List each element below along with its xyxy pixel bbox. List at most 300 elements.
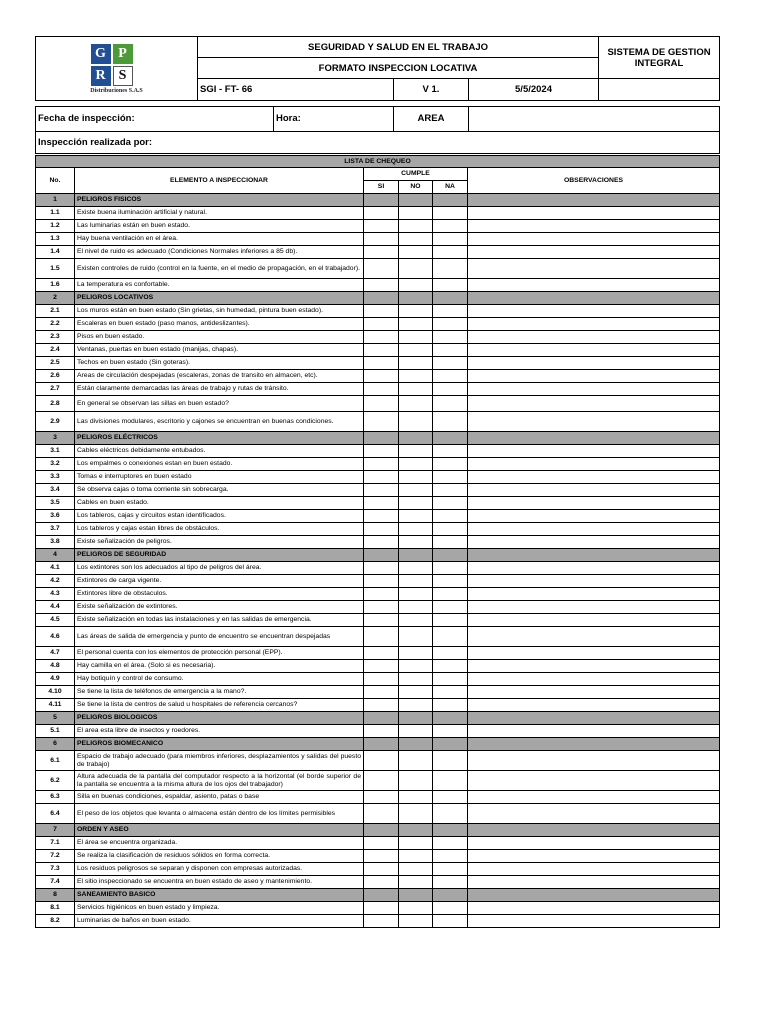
observations-cell[interactable] [468, 588, 720, 601]
cumple-no-cell [399, 432, 433, 445]
checklist-item-row [36, 279, 720, 292]
col-header-si: SI [364, 181, 399, 194]
cumple-si-cell[interactable] [364, 614, 399, 627]
cumple-si-cell[interactable] [364, 305, 399, 318]
observations-cell[interactable] [468, 673, 720, 686]
form-header [35, 36, 720, 101]
observations-cell[interactable] [468, 601, 720, 614]
cumple-si-cell[interactable] [364, 331, 399, 344]
cumple-si-cell [364, 432, 399, 445]
cumple-si-cell[interactable] [364, 725, 399, 738]
cumple-na-cell[interactable] [433, 536, 468, 549]
cumple-no-cell[interactable] [399, 536, 433, 549]
item-description: Silla en buenas condiciones, espaldar, asiento, patas o base [75, 791, 364, 804]
cumple-na-cell[interactable] [433, 510, 468, 523]
observations-cell[interactable] [468, 915, 720, 928]
cumple-si-cell[interactable] [364, 357, 399, 370]
cumple-no-cell[interactable] [399, 850, 433, 863]
cumple-na-cell[interactable] [433, 601, 468, 614]
cumple-si-cell[interactable] [364, 523, 399, 536]
cumple-si-cell[interactable] [364, 660, 399, 673]
cumple-no-cell[interactable] [399, 246, 433, 259]
col-header-element: ELEMENTO A INSPECCIONAR [75, 168, 364, 194]
cumple-si-cell[interactable] [364, 484, 399, 497]
section-title: PELIGROS LOCATIVOS [75, 292, 364, 305]
cumple-no-cell[interactable] [399, 279, 433, 292]
cumple-na-cell[interactable] [433, 497, 468, 510]
item-number: 7.4 [36, 876, 75, 889]
col-header-na: NA [433, 181, 468, 194]
cumple-na-cell [433, 824, 468, 837]
header-title-format: FORMATO INSPECCION LOCATIVA [198, 58, 599, 79]
logo-letter-r: R [91, 66, 111, 86]
item-description: El personal cuenta con los elementos de protección personal (EPP). [75, 647, 364, 660]
col-header-observations: OBSERVACIONES [468, 168, 720, 194]
cumple-na-cell [433, 432, 468, 445]
observations-cell[interactable] [468, 804, 720, 824]
item-number: 1.4 [36, 246, 75, 259]
cumple-si-cell[interactable] [364, 412, 399, 432]
observations-cell [468, 824, 720, 837]
cumple-na-cell[interactable] [433, 791, 468, 804]
cumple-na-cell[interactable] [433, 484, 468, 497]
checklist-item-row [36, 751, 720, 771]
observations-cell[interactable] [468, 751, 720, 771]
item-number: 3.3 [36, 471, 75, 484]
observations-cell[interactable] [468, 318, 720, 331]
cumple-no-cell[interactable] [399, 497, 433, 510]
observations-cell [468, 432, 720, 445]
item-number: 6 [36, 738, 75, 751]
cumple-no-cell[interactable] [399, 673, 433, 686]
cumple-si-cell[interactable] [364, 575, 399, 588]
observations-cell[interactable] [468, 445, 720, 458]
cumple-no-cell[interactable] [399, 902, 433, 915]
cumple-si-cell[interactable] [364, 510, 399, 523]
cumple-na-cell[interactable] [433, 233, 468, 246]
area-field[interactable] [469, 107, 720, 132]
header-date: 5/5/2024 [469, 79, 599, 101]
cumple-na-cell[interactable] [433, 207, 468, 220]
cumple-no-cell[interactable] [399, 305, 433, 318]
logo-letter-g: G [91, 44, 111, 64]
observations-cell[interactable] [468, 699, 720, 712]
cumple-na-cell[interactable] [433, 412, 468, 432]
cumple-si-cell[interactable] [364, 686, 399, 699]
cumple-na-cell[interactable] [433, 331, 468, 344]
item-description: Areas de circulación despejadas (escaleras, zonas de transito en almacen, etc). [75, 370, 364, 383]
cumple-no-cell[interactable] [399, 471, 433, 484]
checklist-item-row [36, 523, 720, 536]
cumple-no-cell[interactable] [399, 725, 433, 738]
checklist-item-row [36, 318, 720, 331]
item-number: 2 [36, 292, 75, 305]
checklist-item-row [36, 647, 720, 660]
cumple-si-cell[interactable] [364, 627, 399, 647]
cumple-no-cell[interactable] [399, 575, 433, 588]
cumple-no-cell[interactable] [399, 259, 433, 279]
observations-cell[interactable] [468, 902, 720, 915]
checklist-item-row [36, 601, 720, 614]
cumple-si-cell[interactable] [364, 673, 399, 686]
cumple-si-cell[interactable] [364, 318, 399, 331]
cumple-si-cell[interactable] [364, 220, 399, 233]
cumple-si-cell[interactable] [364, 344, 399, 357]
observations-cell[interactable] [468, 791, 720, 804]
cumple-na-cell[interactable] [433, 673, 468, 686]
observations-cell[interactable] [468, 510, 720, 523]
cumple-no-cell[interactable] [399, 863, 433, 876]
cumple-si-cell[interactable] [364, 207, 399, 220]
item-description: En general se observan las sillas en buen estado? [75, 396, 364, 412]
item-number: 4.2 [36, 575, 75, 588]
cumple-no-cell[interactable] [399, 751, 433, 771]
observations-cell[interactable] [468, 536, 720, 549]
item-number: 4.10 [36, 686, 75, 699]
cumple-na-cell[interactable] [433, 850, 468, 863]
checklist-item-row [36, 207, 720, 220]
item-number: 4.3 [36, 588, 75, 601]
cumple-na-cell[interactable] [433, 902, 468, 915]
cumple-no-cell[interactable] [399, 660, 433, 673]
inspection-time-label[interactable]: Hora: [274, 107, 394, 132]
logo-letter-s: S [113, 66, 133, 86]
cumple-no-cell [399, 738, 433, 751]
observations-cell[interactable] [468, 771, 720, 791]
item-number: 4.4 [36, 601, 75, 614]
header-title-sst: SEGURIDAD Y SALUD EN EL TRABAJO [198, 37, 599, 58]
area-label: AREA [394, 107, 469, 132]
observations-cell[interactable] [468, 876, 720, 889]
cumple-na-cell[interactable] [433, 523, 468, 536]
item-number: 3.4 [36, 484, 75, 497]
observations-cell[interactable] [468, 412, 720, 432]
observations-cell[interactable] [468, 497, 720, 510]
cumple-na-cell[interactable] [433, 876, 468, 889]
cumple-na-cell[interactable] [433, 383, 468, 396]
observations-cell[interactable] [468, 357, 720, 370]
cumple-no-cell[interactable] [399, 627, 433, 647]
cumple-no-cell[interactable] [399, 344, 433, 357]
cumple-si-cell[interactable] [364, 458, 399, 471]
checklist-item-row [36, 383, 720, 396]
cumple-na-cell[interactable] [433, 660, 468, 673]
cumple-si-cell[interactable] [364, 562, 399, 575]
cumple-si-cell[interactable] [364, 699, 399, 712]
observations-cell[interactable] [468, 562, 720, 575]
item-description: Luminarias de baños en buen estado. [75, 915, 364, 928]
checklist-section-row [36, 738, 720, 751]
cumple-si-cell[interactable] [364, 791, 399, 804]
cumple-no-cell[interactable] [399, 318, 433, 331]
cumple-na-cell[interactable] [433, 863, 468, 876]
item-description: Existe buena iluminación artificial y natural. [75, 207, 364, 220]
checklist-item-row [36, 536, 720, 549]
cumple-si-cell[interactable] [364, 233, 399, 246]
checklist-item-row [36, 412, 720, 432]
item-number: 4.9 [36, 673, 75, 686]
observations-cell[interactable] [468, 458, 720, 471]
cumple-si-cell[interactable] [364, 771, 399, 791]
section-title: PELIGROS BIOMECANICO [75, 738, 364, 751]
observations-cell[interactable] [468, 627, 720, 647]
observations-cell [468, 738, 720, 751]
header-code: SGI - FT- 66 [198, 79, 394, 101]
item-description: Se realiza la clasificación de residuos sólidos en forma correcta. [75, 850, 364, 863]
cumple-no-cell[interactable] [399, 412, 433, 432]
section-title: PELIGROS DE SEGURIDAD [75, 549, 364, 562]
item-number: 1.1 [36, 207, 75, 220]
cumple-no-cell [399, 194, 433, 207]
cumple-na-cell[interactable] [433, 471, 468, 484]
item-number: 7.2 [36, 850, 75, 863]
cumple-na-cell[interactable] [433, 259, 468, 279]
cumple-no-cell[interactable] [399, 837, 433, 850]
observations-cell[interactable] [468, 344, 720, 357]
cumple-na-cell[interactable] [433, 915, 468, 928]
observations-cell[interactable] [468, 246, 720, 259]
observations-cell[interactable] [468, 259, 720, 279]
item-description: La temperatura es confortable. [75, 279, 364, 292]
cumple-no-cell[interactable] [399, 804, 433, 824]
cumple-na-cell[interactable] [433, 458, 468, 471]
item-description: Escaleras en buen estado (paso manos, antideslizantes). [75, 318, 364, 331]
cumple-na-cell[interactable] [433, 627, 468, 647]
cumple-si-cell[interactable] [364, 471, 399, 484]
item-description: El sitio inspeccionado se encuentra en buen estado de aseo y mantenimiento. [75, 876, 364, 889]
item-number: 2.5 [36, 357, 75, 370]
cumple-no-cell[interactable] [399, 207, 433, 220]
cumple-si-cell[interactable] [364, 246, 399, 259]
cumple-si-cell[interactable] [364, 259, 399, 279]
checklist-item-row [36, 699, 720, 712]
cumple-si-cell[interactable] [364, 876, 399, 889]
cumple-no-cell[interactable] [399, 647, 433, 660]
item-number: 2.6 [36, 370, 75, 383]
cumple-si-cell[interactable] [364, 383, 399, 396]
cumple-na-cell[interactable] [433, 699, 468, 712]
checklist-item-row [36, 233, 720, 246]
item-description: Existe señalización en todas las instalaciones y en las salidas de emergencia. [75, 614, 364, 627]
cumple-si-cell[interactable] [364, 601, 399, 614]
observations-cell[interactable] [468, 383, 720, 396]
cumple-si-cell[interactable] [364, 497, 399, 510]
item-description: Hay botiquín y control de consumo. [75, 673, 364, 686]
cumple-si-cell[interactable] [364, 837, 399, 850]
item-number: 3.2 [36, 458, 75, 471]
cumple-no-cell[interactable] [399, 510, 433, 523]
cumple-no-cell[interactable] [399, 396, 433, 412]
cumple-no-cell[interactable] [399, 370, 433, 383]
observations-cell[interactable] [468, 331, 720, 344]
item-number: 4.7 [36, 647, 75, 660]
cumple-no-cell[interactable] [399, 383, 433, 396]
observations-cell[interactable] [468, 725, 720, 738]
item-number: 8.2 [36, 915, 75, 928]
item-number: 6.2 [36, 771, 75, 791]
cumple-no-cell[interactable] [399, 614, 433, 627]
item-description: El nivel de ruido es adecuado (Condiciones Normales inferiores a 85 db). [75, 246, 364, 259]
cumple-na-cell[interactable] [433, 344, 468, 357]
cumple-na-cell[interactable] [433, 837, 468, 850]
checklist-item-row [36, 220, 720, 233]
cumple-no-cell[interactable] [399, 588, 433, 601]
cumple-si-cell[interactable] [364, 279, 399, 292]
checklist-section-row [36, 194, 720, 207]
cumple-si-cell[interactable] [364, 902, 399, 915]
cumple-si-cell[interactable] [364, 915, 399, 928]
checklist-section-row [36, 889, 720, 902]
company-logo-cell [36, 37, 198, 101]
checklist-item-row [36, 588, 720, 601]
observations-cell [468, 194, 720, 207]
item-description: Están claramente demarcadas las áreas de trabajo y rutas de tránsito. [75, 383, 364, 396]
observations-cell[interactable] [468, 850, 720, 863]
observations-cell[interactable] [468, 686, 720, 699]
cumple-no-cell[interactable] [399, 601, 433, 614]
cumple-no-cell[interactable] [399, 233, 433, 246]
cumple-na-cell[interactable] [433, 804, 468, 824]
cumple-na-cell [433, 712, 468, 725]
cumple-na-cell[interactable] [433, 246, 468, 259]
item-description: Los extintores son los adecuados al tipo de peligros del área. [75, 562, 364, 575]
cumple-si-cell [364, 738, 399, 751]
section-title: ORDEN Y ASEO [75, 824, 364, 837]
observations-cell[interactable] [468, 837, 720, 850]
cumple-no-cell[interactable] [399, 484, 433, 497]
item-description: Altura adecuada de la pantalla del computador respecto a la horizontal (el borde superior de la pantalla se encuentra a la misma altura de los ojos del trabajador) [75, 771, 364, 791]
section-title: PELIGROS FISICOS [75, 194, 364, 207]
observations-cell[interactable] [468, 660, 720, 673]
item-number: 2.8 [36, 396, 75, 412]
cumple-si-cell[interactable] [364, 396, 399, 412]
company-logo [67, 39, 167, 99]
observations-cell[interactable] [468, 575, 720, 588]
observations-cell[interactable] [468, 863, 720, 876]
cumple-no-cell [399, 549, 433, 562]
checklist-table [35, 155, 720, 928]
checklist-item-row [36, 471, 720, 484]
cumple-na-cell [433, 292, 468, 305]
observations-cell[interactable] [468, 523, 720, 536]
cumple-na-cell[interactable] [433, 686, 468, 699]
checklist-title: LISTA DE CHEQUEO [36, 156, 720, 168]
cumple-na-cell[interactable] [433, 445, 468, 458]
cumple-na-cell[interactable] [433, 279, 468, 292]
item-description: Hay camilla en el área. (Solo si es necesaria). [75, 660, 364, 673]
checklist-item-row [36, 627, 720, 647]
item-number: 1.3 [36, 233, 75, 246]
observations-cell[interactable] [468, 396, 720, 412]
cumple-na-cell [433, 194, 468, 207]
cumple-no-cell[interactable] [399, 445, 433, 458]
item-description: Los tableros y cajas estan libres de obstáculos. [75, 523, 364, 536]
item-description: Los tableros, cajas y circuitos estan identificados. [75, 510, 364, 523]
cumple-na-cell[interactable] [433, 647, 468, 660]
item-number: 4.1 [36, 562, 75, 575]
cumple-na-cell[interactable] [433, 370, 468, 383]
cumple-si-cell[interactable] [364, 536, 399, 549]
cumple-si-cell[interactable] [364, 804, 399, 824]
cumple-no-cell[interactable] [399, 220, 433, 233]
cumple-no-cell[interactable] [399, 458, 433, 471]
cumple-na-cell[interactable] [433, 614, 468, 627]
cumple-no-cell[interactable] [399, 357, 433, 370]
observations-cell[interactable] [468, 484, 720, 497]
checklist-item-row [36, 771, 720, 791]
cumple-na-cell[interactable] [433, 562, 468, 575]
item-description: Se observa cajas o toma corriente sin sobrecarga. [75, 484, 364, 497]
item-description: Existen controles de ruido (control en la fuente, en el medio de propagación, en el trabajador). [75, 259, 364, 279]
cumple-na-cell [433, 738, 468, 751]
cumple-si-cell[interactable] [364, 588, 399, 601]
observations-cell[interactable] [468, 471, 720, 484]
cumple-na-cell[interactable] [433, 588, 468, 601]
cumple-na-cell[interactable] [433, 575, 468, 588]
cumple-si-cell[interactable] [364, 850, 399, 863]
checklist-section-row [36, 549, 720, 562]
observations-cell[interactable] [468, 370, 720, 383]
inspected-by-label[interactable]: Inspección realizada por: [36, 131, 720, 153]
cumple-si-cell[interactable] [364, 445, 399, 458]
cumple-na-cell[interactable] [433, 220, 468, 233]
cumple-no-cell[interactable] [399, 876, 433, 889]
observations-cell[interactable] [468, 207, 720, 220]
observations-cell[interactable] [468, 233, 720, 246]
checklist-item-row [36, 673, 720, 686]
header-version: V 1. [394, 79, 469, 101]
cumple-si-cell [364, 712, 399, 725]
cumple-si-cell[interactable] [364, 751, 399, 771]
cumple-no-cell[interactable] [399, 686, 433, 699]
cumple-si-cell[interactable] [364, 647, 399, 660]
cumple-no-cell[interactable] [399, 562, 433, 575]
cumple-no-cell[interactable] [399, 771, 433, 791]
cumple-na-cell[interactable] [433, 396, 468, 412]
cumple-no-cell [399, 824, 433, 837]
observations-cell[interactable] [468, 279, 720, 292]
col-header-cumple: CUMPLE [364, 168, 468, 181]
cumple-no-cell[interactable] [399, 331, 433, 344]
item-number: 3.8 [36, 536, 75, 549]
item-description: Pisos en buen estado. [75, 331, 364, 344]
item-number: 2.1 [36, 305, 75, 318]
cumple-na-cell[interactable] [433, 318, 468, 331]
cumple-na-cell[interactable] [433, 357, 468, 370]
observations-cell[interactable] [468, 220, 720, 233]
observations-cell[interactable] [468, 614, 720, 627]
cumple-na-cell[interactable] [433, 751, 468, 771]
cumple-si-cell[interactable] [364, 370, 399, 383]
checklist-item-row [36, 902, 720, 915]
observations-cell[interactable] [468, 647, 720, 660]
cumple-no-cell[interactable] [399, 791, 433, 804]
observations-cell [468, 889, 720, 902]
observations-cell[interactable] [468, 305, 720, 318]
cumple-no-cell[interactable] [399, 699, 433, 712]
cumple-na-cell[interactable] [433, 771, 468, 791]
item-description: Las divisiones modulares, escritorio y cajones se encuentran en buenas condiciones. [75, 412, 364, 432]
cumple-no-cell[interactable] [399, 915, 433, 928]
item-description: Los muros están en buen estado (Sin grietas, sin humedad, pintura buen estado). [75, 305, 364, 318]
cumple-no-cell[interactable] [399, 523, 433, 536]
cumple-si-cell[interactable] [364, 863, 399, 876]
item-number: 3.7 [36, 523, 75, 536]
item-number: 8 [36, 889, 75, 902]
cumple-na-cell[interactable] [433, 305, 468, 318]
cumple-na-cell[interactable] [433, 725, 468, 738]
item-number: 2.4 [36, 344, 75, 357]
